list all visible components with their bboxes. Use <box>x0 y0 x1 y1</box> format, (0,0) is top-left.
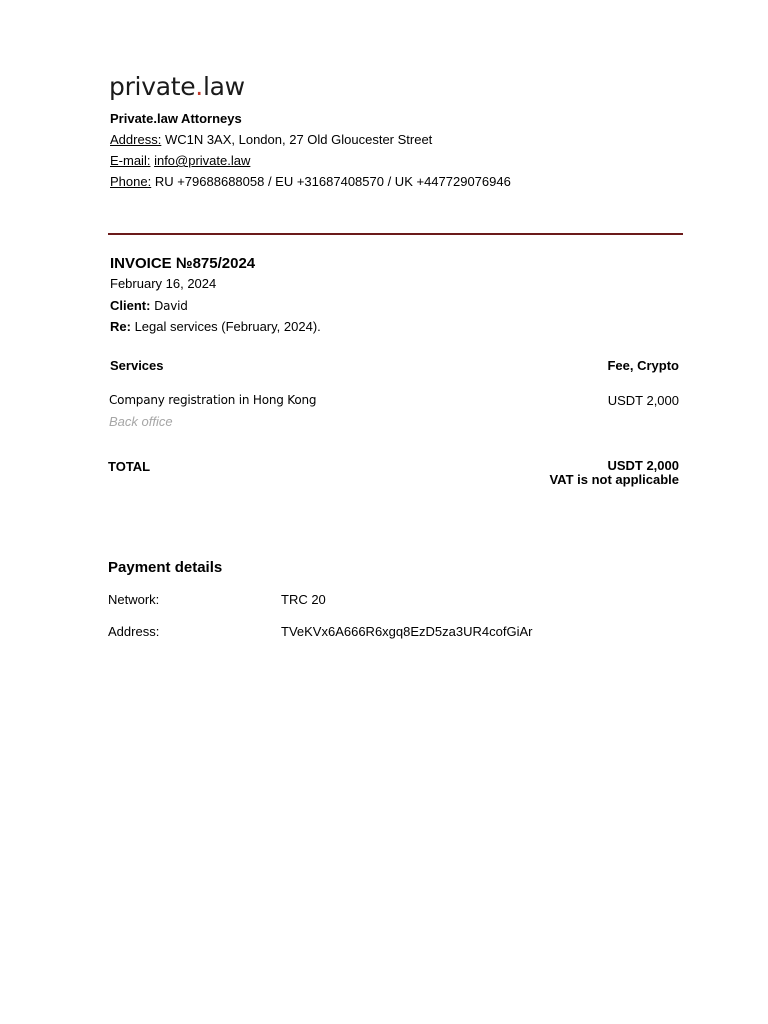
logo-text-main: private <box>109 72 196 101</box>
re-line <box>110 319 321 334</box>
total-value: USDT 2,000 <box>607 458 679 473</box>
network-value: TRC 20 <box>281 592 326 607</box>
logo-dot: . <box>195 72 203 101</box>
client-label: Client: <box>110 298 151 313</box>
invoice-title: INVOICE №875/2024 <box>110 255 256 272</box>
address-label: Address: <box>110 132 162 147</box>
email-link[interactable]: info@private.law <box>154 153 251 168</box>
company-logo <box>109 74 245 99</box>
service-fee: USDT 2,000 <box>607 393 679 408</box>
firm-name: Private.law Attorneys <box>110 111 242 126</box>
wallet-address-label: Address: <box>108 624 160 639</box>
email-line <box>110 153 250 168</box>
service-subtext: Back office <box>109 414 173 429</box>
address-line <box>110 132 432 147</box>
phone-label: Phone: <box>110 174 152 189</box>
re-value: Legal services (February, 2024). <box>134 319 321 334</box>
payment-details-title: Payment details <box>108 559 223 576</box>
logo-text-tail: law <box>202 72 245 101</box>
network-label: Network: <box>108 592 160 607</box>
phone-value: RU +79688688058 / EU +31687408570 / UK +447729076946 <box>154 174 511 189</box>
header-divider <box>108 233 683 235</box>
wallet-address-value[interactable]: TVeKVx6A666R6xgq8EzD5za3UR4cofGiAr <box>281 624 533 639</box>
address-value: WC1N 3AX, London, 27 Old Gloucester Street <box>164 132 433 147</box>
phone-line <box>110 174 511 189</box>
fee-header: Fee, Crypto <box>607 358 679 373</box>
re-label: Re: <box>110 319 131 334</box>
invoice-date: February 16, 2024 <box>110 276 217 291</box>
vat-note: VAT is not applicable <box>549 472 679 487</box>
total-label: TOTAL <box>108 459 151 474</box>
client-line <box>110 298 188 313</box>
client-value: David <box>154 299 188 313</box>
total-block <box>549 459 679 487</box>
services-header: Services <box>110 358 164 373</box>
email-label: E-mail: <box>110 153 151 168</box>
service-name: Company registration in Hong Kong <box>109 393 317 407</box>
